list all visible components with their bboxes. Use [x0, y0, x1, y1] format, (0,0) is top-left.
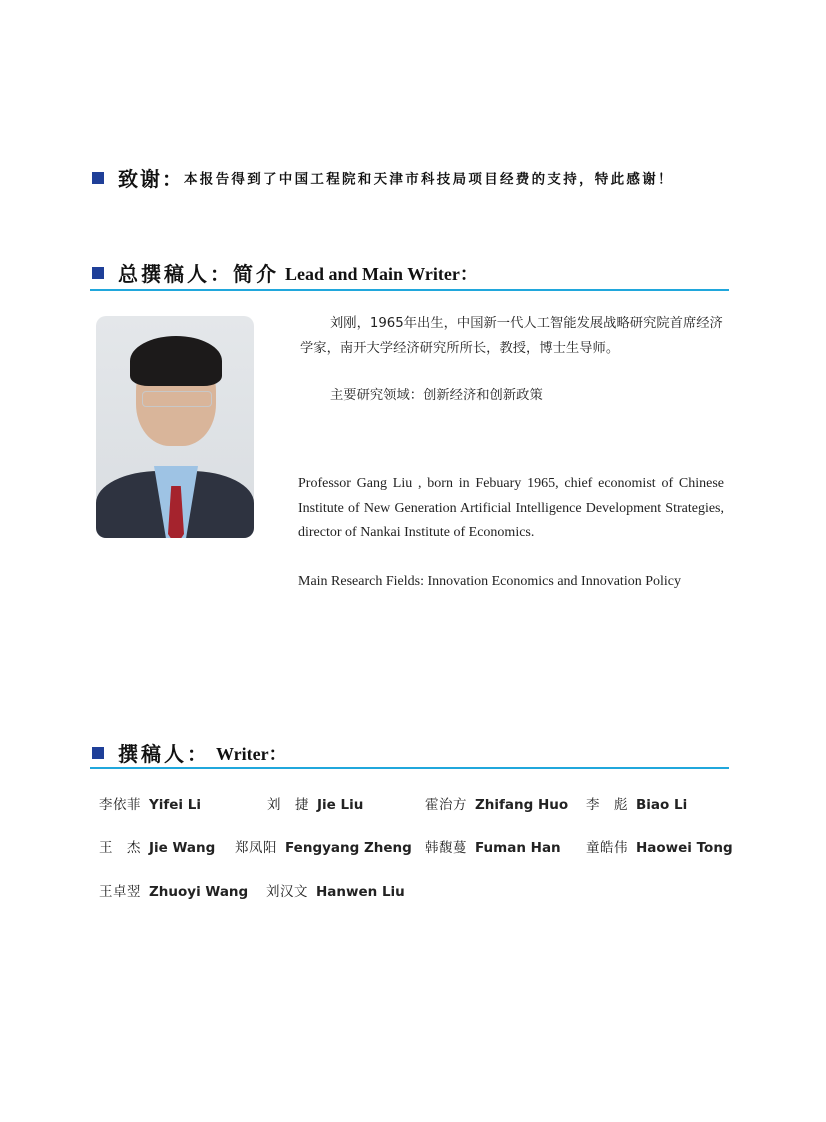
lead-title-en: Lead and Main Writer： — [285, 263, 478, 284]
writer-entry — [267, 793, 363, 813]
section-divider — [90, 289, 729, 291]
writer-entry — [235, 836, 412, 856]
writer-name-cn: 童皓伟 — [586, 840, 628, 856]
writer-name-en: Fuman Han — [475, 840, 561, 856]
writer-name-en: Jie Wang — [149, 840, 216, 856]
writer-name-cn: 郑凤阳 — [235, 840, 277, 856]
writer-name-en: Yifei Li — [149, 797, 201, 813]
writer-name-cn: 刘汉文 — [266, 884, 308, 900]
acknowledgement-heading: 致谢： — [118, 167, 184, 191]
writer-name-en: Fengyang Zheng — [285, 840, 412, 856]
writer-title-en: Writer： — [216, 743, 287, 764]
writer-entry — [99, 793, 201, 813]
writer-name-en: Zhuoyi Wang — [149, 884, 249, 900]
writer-entry — [586, 836, 733, 856]
writer-entry — [99, 880, 248, 900]
photo-glasses — [142, 391, 212, 407]
writer-name-cn: 李 彪 — [586, 797, 628, 813]
square-bullet-icon — [92, 747, 104, 759]
writer-title-cn: 撰稿人： — [118, 742, 210, 766]
portrait-photo — [96, 316, 254, 538]
lead-writer-title — [92, 258, 478, 287]
writer-name-en: Jie Liu — [317, 797, 364, 813]
writer-name-cn: 霍治方 — [425, 797, 467, 813]
bio-english: Professor Gang Liu , born in Febuary 1965, chief economist of Chinese Institute of New Generation Artificial Intelligence Development Strategies, director of Nankai Institute of Economics. — [298, 476, 724, 540]
square-bullet-icon — [92, 172, 104, 184]
writer-name-cn: 韩馥蔓 — [425, 840, 467, 856]
writer-name-en: Hanwen Liu — [316, 884, 405, 900]
square-bullet-icon — [92, 267, 104, 279]
lead-title-cn: 总撰稿人：简介 — [118, 262, 279, 286]
photo-hair — [130, 336, 222, 386]
writer-name-cn: 王 杰 — [99, 840, 141, 856]
writer-entry — [99, 836, 215, 856]
writer-entry — [586, 793, 687, 813]
writer-entry — [425, 836, 561, 856]
acknowledgement — [92, 163, 674, 192]
writer-name-cn: 刘 捷 — [267, 797, 309, 813]
writer-name-en: Haowei Tong — [636, 840, 733, 856]
acknowledgement-text: 本报告得到了中国工程院和天津市科技局项目经费的支持，特此感谢！ — [184, 171, 674, 188]
writer-name-en: Zhifang Huo — [475, 797, 569, 813]
section-divider — [90, 767, 729, 769]
writer-title — [92, 738, 287, 767]
writer-entry — [266, 880, 405, 900]
bio-chinese: 刘刚，1965年出生，中国新一代人工智能发展战略研究院首席经济学家，南开大学经济研究所所长，教授，博士生导师。 — [300, 316, 723, 356]
writer-entry — [425, 793, 568, 813]
writer-name-cn: 李依菲 — [99, 797, 141, 813]
writer-name-en: Biao Li — [636, 797, 688, 813]
writer-name-cn: 王卓翌 — [99, 884, 141, 900]
research-fields-english: Main Research Fields: Innovation Economics and Innovation Policy — [298, 574, 681, 589]
research-fields-chinese: 主要研究领域：创新经济和创新政策 — [330, 388, 543, 403]
